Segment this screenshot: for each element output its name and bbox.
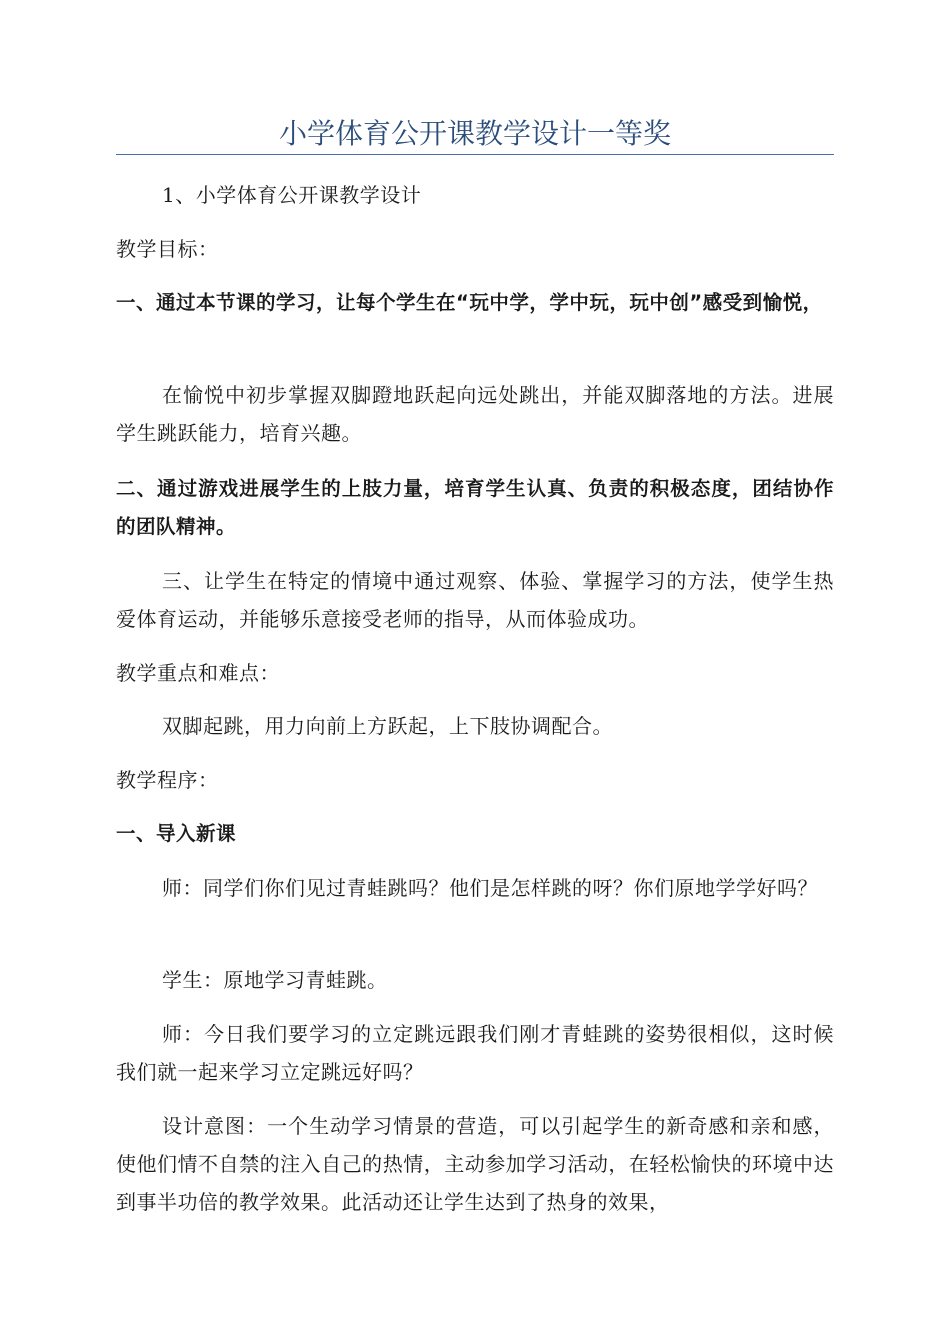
label-teaching-goals: 教学目标： — [116, 237, 219, 261]
title-underline — [116, 154, 834, 155]
goal-three: 三、让学生在特定的情境中通过观察、体验、掌握学习的方法，使学生热爱体育运动，并能够乐意接受老师的指导，从而体验成功。 — [116, 569, 834, 631]
design-intent: 设计意图：一个生动学习情景的营造，可以引起学生的新奇感和亲和感，使他们情不自禁的注入自己的热情，主动参加学习活动，在轻松愉快的环境中达到事半功倍的教学效果。此活动还让学生达到了热身的效果， — [116, 1114, 834, 1214]
goal-two: 二、通过游戏进展学生的上肢力量，培育学生认真、负责的积极态度，团结协作的团队精神。 — [116, 477, 834, 538]
teacher-line-2: 师：今日我们要学习的立定跳远跟我们刚才青蛙跳的姿势很相似，这时候我们就一起来学习立定跳远好吗？ — [116, 1022, 834, 1084]
key-points-text: 双脚起跳，用力向前上方跃起，上下肢协调配合。 — [162, 714, 613, 738]
goal-one-detail: 在愉悦中初步掌握双脚蹬地跃起向远处跳出，并能双脚落地的方法。进展学生跳跃能力，培育兴趣。 — [116, 383, 834, 445]
step-one-heading: 一、导入新课 — [116, 822, 237, 845]
teacher-line-1: 师：同学们你们见过青蛙跳吗？他们是怎样跳的呀？你们原地学学好吗？ — [162, 876, 818, 900]
goal-one: 一、通过本节课的学习，让每个学生在“玩中学，学中玩，玩中创”感受到愉悦， — [116, 291, 823, 314]
student-line: 学生：原地学习青蛙跳。 — [162, 968, 388, 992]
label-procedure: 教学程序： — [116, 768, 219, 792]
document-title: 小学体育公开课教学设计一等奖 — [278, 117, 671, 150]
label-key-points: 教学重点和难点： — [116, 661, 280, 685]
section-heading: 1、小学体育公开课教学设计 — [162, 183, 422, 207]
